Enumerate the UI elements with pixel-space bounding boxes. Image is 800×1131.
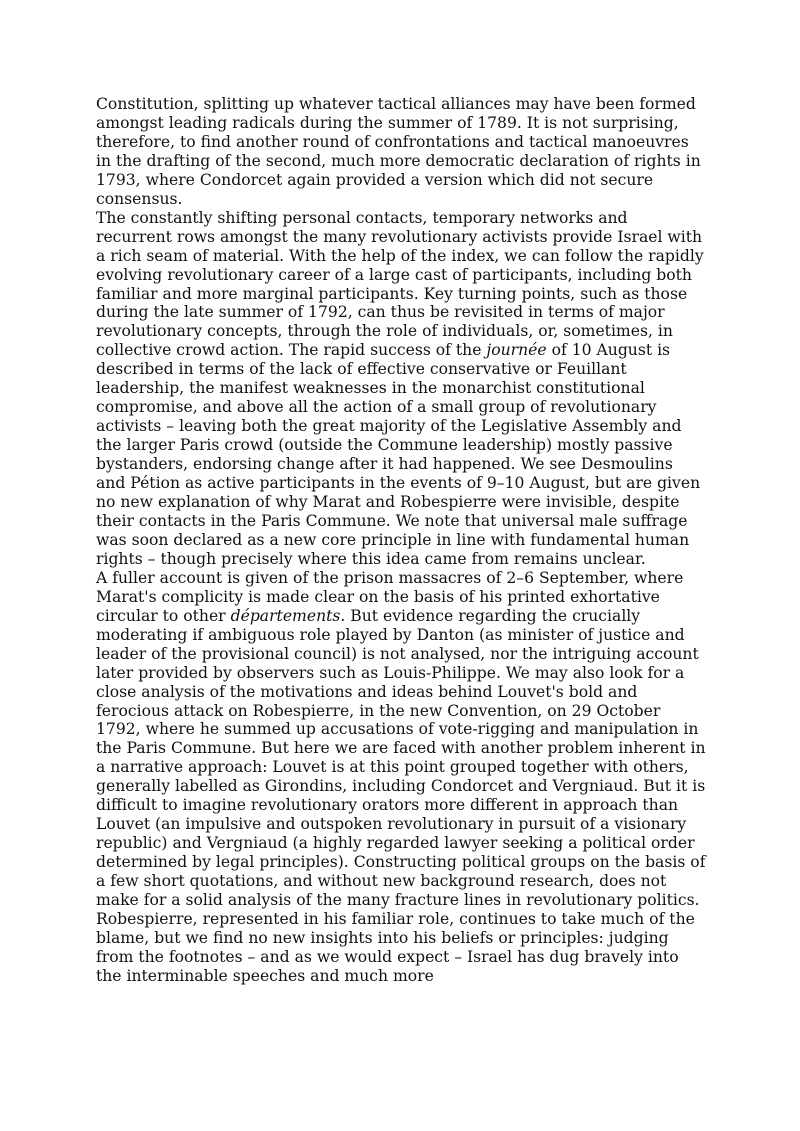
paragraph-3-text-b: . But evidence regarding the crucially moderating if ambiguous role played by Danton (as minister of justice and leader of the provisional council) is not analysed, nor the intriguing account later provided by observers such as Louis-Philippe. We may also look for a close analysis of the motivations and ideas behind Louvet's bold and ferocious attack on Robespierre, in the new Convention, on 29 October 1792, where he summed up accusations of vote-rigging and manipulation in the Paris Commune. But here we are faced with another problem inherent in a narrative approach: Louvet is at this point grouped together with others, generally labelled as Girondins, including Condorcet and Vergniaud. But it is difficult to imagine revolutionary orators more different in approach than Louvet (an impulsive and outspoken revolutionary in pursuit of a visionary republic) and Vergniaud (a highly regarded lawyer seeking a political order determined by legal principles). Constructing political groups on the basis of a few short quotations, and without new background research, does not make for a solid analysis of the many fracture lines in revolutionary politics. Robespierre, represented in his familiar role, continues to take much of the blame, but we find no new insights into his beliefs or principles: judging from the footnotes – and as we would expect – Israel has dug bravely into the interminable speeches and much more bbox=[96, 606, 706, 985]
paragraph-3-italic-departements: départements bbox=[230, 606, 341, 625]
paragraph-1 bbox=[96, 95, 706, 209]
paragraph-2-text-a: The constantly shifting personal contacts, temporary networks and recurrent rows amongst the many revolutionary activists provide Israel with a rich seam of material. With the help of the index, we can follow the rapidly evolving revolutionary career of a large cast of participants, including both familiar and more marginal participants. Key turning points, such as those during the late summer of 1792, can thus be revisited in terms of major revolutionary concepts, through the role of individuals, or, sometimes, in collective crowd action. The rapid success of the bbox=[96, 208, 704, 360]
paragraph-1-text: Constitution, splitting up whatever tactical alliances may have been formed amongst leading radicals during the summer of 1789. It is not surprising, therefore, to find another round of confrontations and tactical manoeuvres in the drafting of the second, much more democratic declaration of rights in 1793, where Condorcet again provided a version which did not secure consensus. bbox=[96, 95, 701, 208]
paragraph-3 bbox=[96, 569, 706, 986]
paragraph-2-italic-journee: journée bbox=[486, 341, 547, 360]
paragraph-2-text-b: of 10 August is described in terms of the lack of effective conservative or Feuillant leadership, the manifest weaknesses in the monarchist constitutional compromise, and above all the action of a small group of revolutionary activists – leaving both the great majority of the Legislative Assembly and the larger Paris crowd (outside the Commune leadership) mostly passive bystanders, endorsing change after it had happened. We see Desmoulins and Pétion as active participants in the events of 9–10 August, but are given no new explanation of why Marat and Robespierre were invisible, despite their contacts in the Paris Commune. We note that universal male suffrage was soon declared as a new core principle in line with fundamental human rights – though precisely where this idea came from remains unclear. bbox=[96, 341, 701, 568]
document-body bbox=[96, 95, 706, 986]
paragraph-2 bbox=[96, 209, 706, 569]
paragraph-3-text-a: A fuller account is given of the prison massacres of 2–6 September, where Marat's complicity is made clear on the basis of his printed exhortative circular to other bbox=[96, 568, 684, 625]
